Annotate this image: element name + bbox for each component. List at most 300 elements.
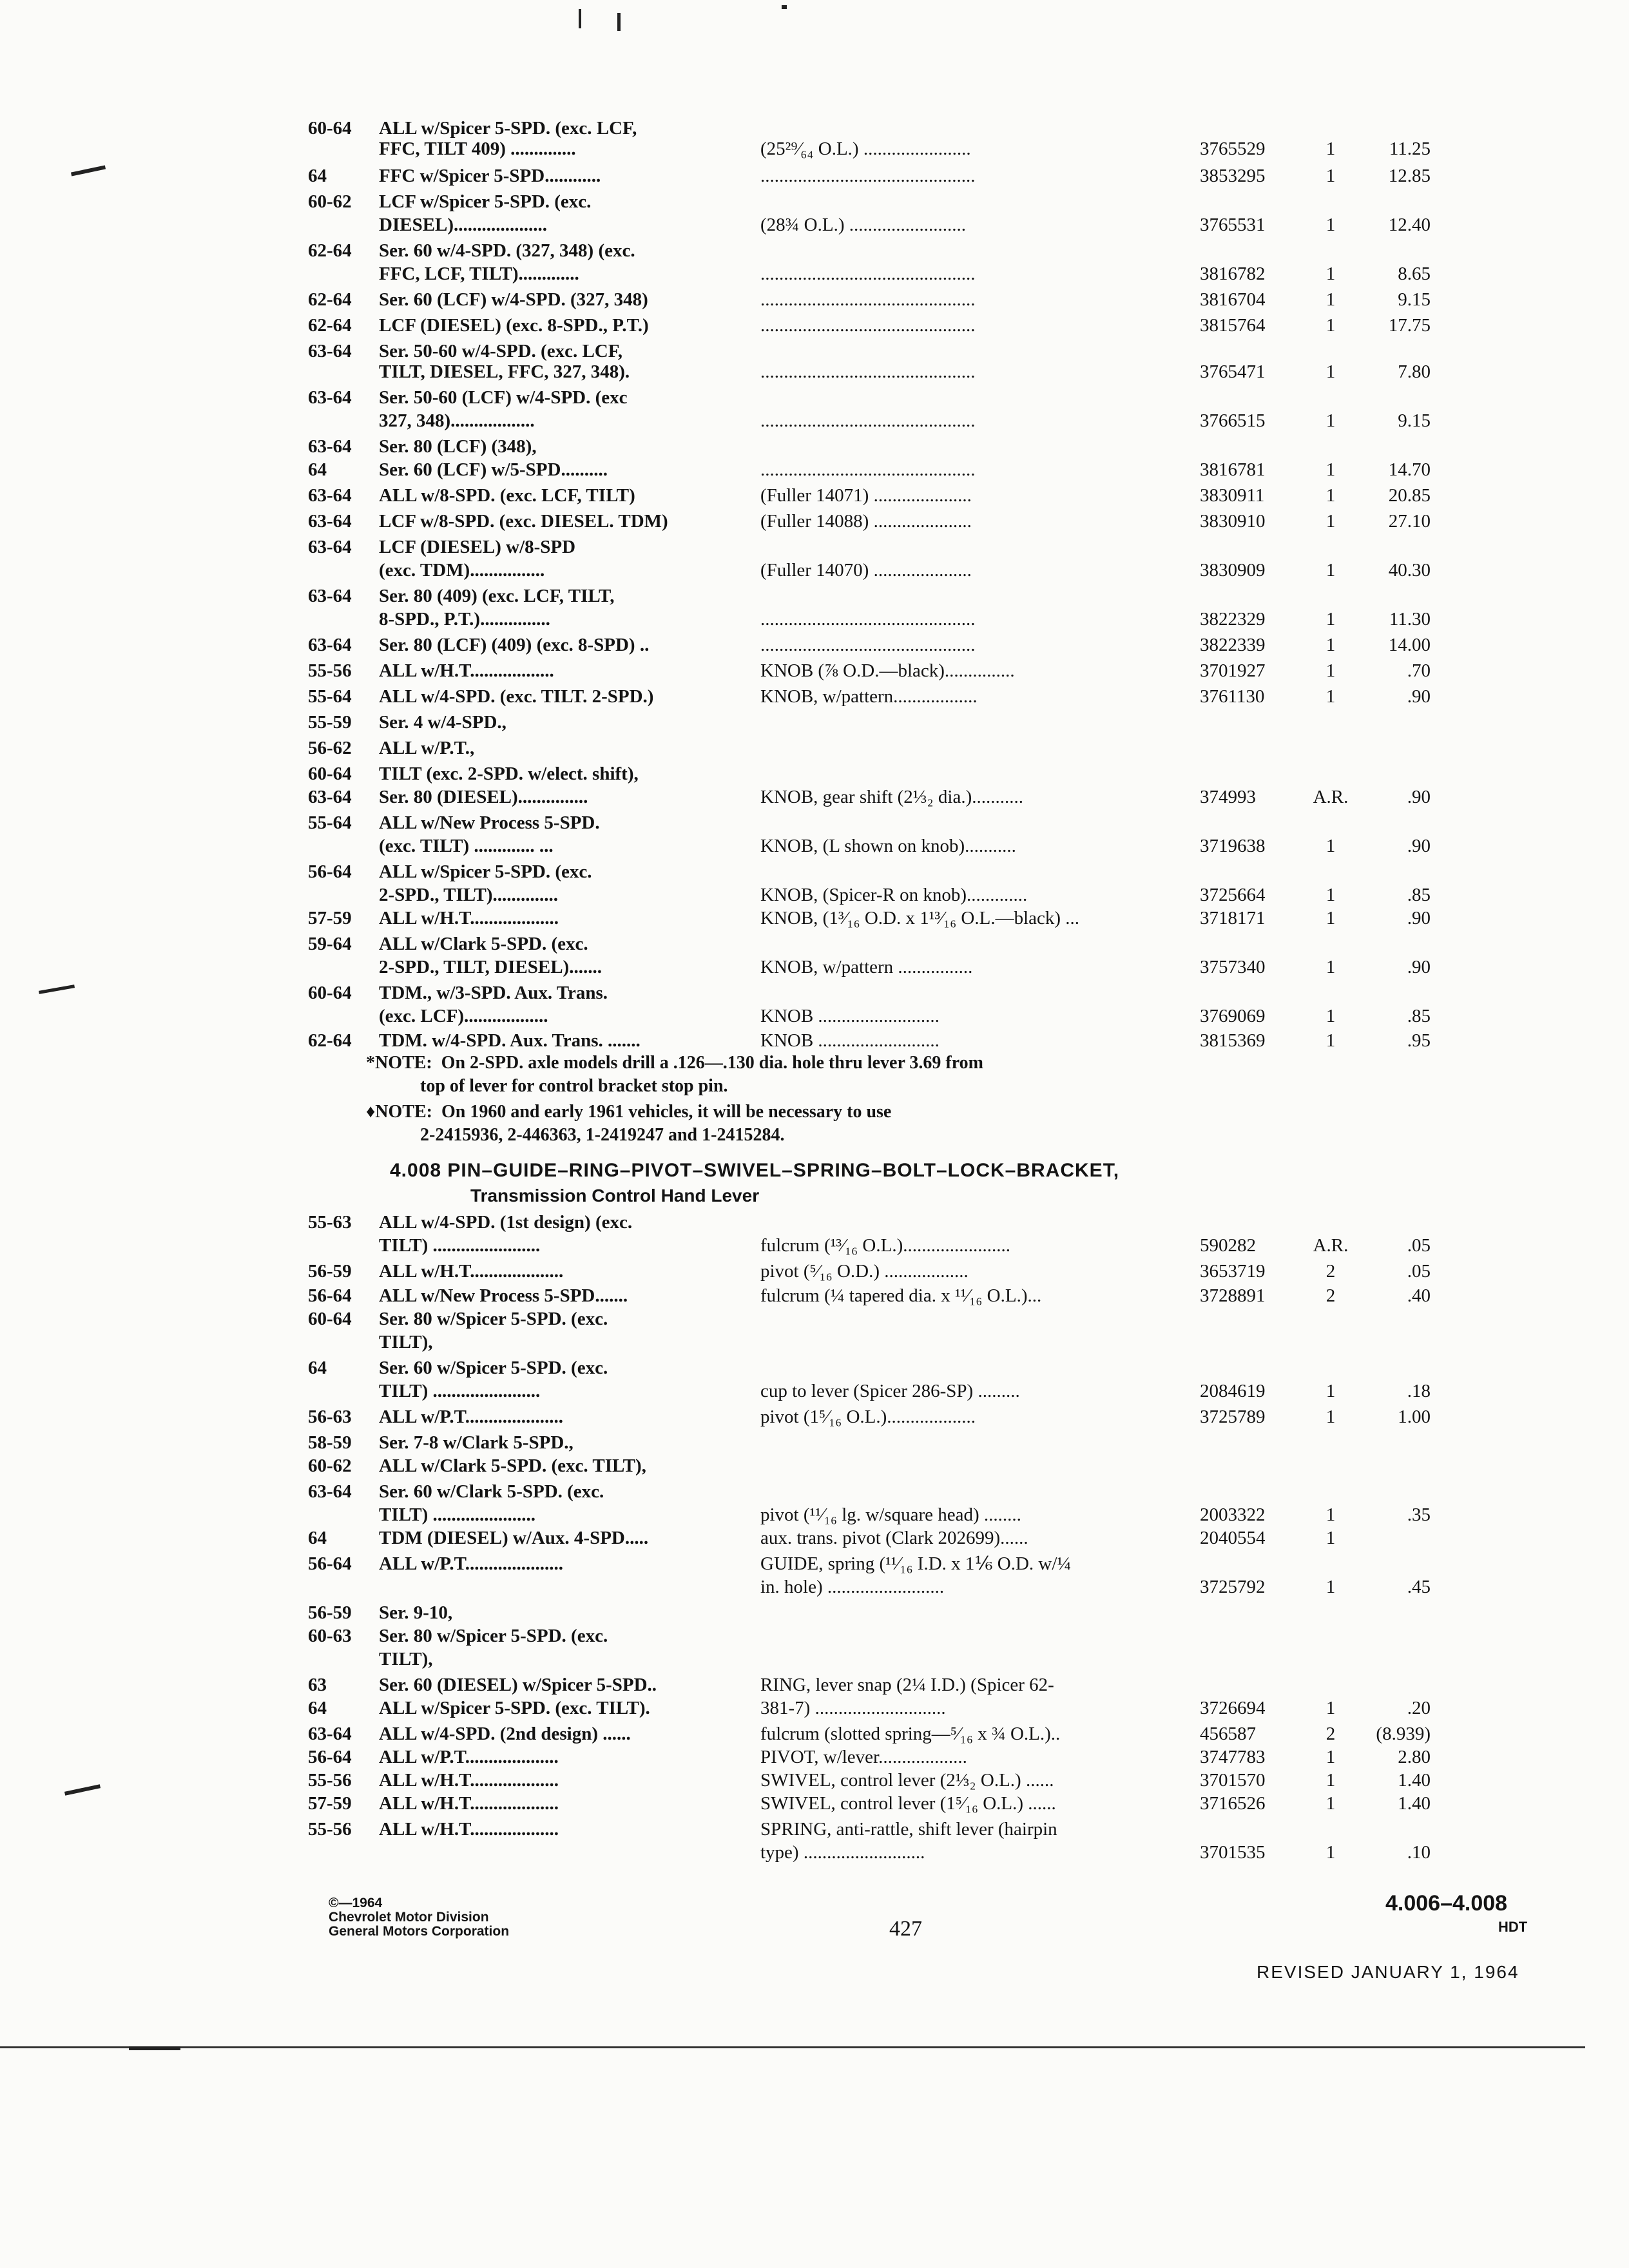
part-number: 3716526: [1200, 1793, 1266, 1814]
year-range: 64: [308, 1698, 327, 1718]
price: .40: [1407, 1285, 1431, 1306]
application: Ser. 60 w/Spicer 5-SPD. (exc.: [379, 1358, 608, 1378]
application: LCF w/Spicer 5-SPD. (exc.: [379, 191, 592, 212]
application: Ser. 60 (LCF) w/5-SPD..........: [379, 459, 608, 480]
application: ALL w/H.T...................: [379, 1770, 559, 1791]
price: 12.40: [1388, 215, 1431, 235]
year-range: 55-64: [308, 812, 352, 833]
section-subtitle: Transmission Control Hand Lever: [470, 1186, 760, 1206]
table-row: [0, 709, 1629, 736]
description: ..............................................: [760, 166, 976, 186]
year-range: 63-64: [308, 1481, 352, 1502]
part-number: 3769069: [1200, 1006, 1266, 1026]
part-number: 3830911: [1200, 485, 1265, 506]
part-number: 3718171: [1200, 908, 1266, 928]
price: 2.80: [1398, 1747, 1431, 1767]
year-range: 58-59: [308, 1432, 352, 1453]
part-number: 3816782: [1200, 264, 1266, 284]
year-range: 63-64: [308, 635, 352, 655]
part-number: 3701535: [1200, 1842, 1266, 1863]
table-row: [0, 211, 1629, 238]
application: Ser. 50-60 (LCF) w/4-SPD. (exc: [379, 387, 628, 408]
application: TDM., w/3-SPD. Aux. Trans.: [379, 983, 608, 1003]
quantity: 1: [1325, 410, 1336, 431]
quantity: 2: [1325, 1285, 1336, 1306]
part-number: 3822339: [1200, 635, 1266, 655]
application: TILT) .......................: [379, 1235, 541, 1256]
table-row: [0, 135, 1629, 162]
application: Ser. 60 (LCF) w/4-SPD. (327, 348): [379, 289, 648, 310]
quantity: 1: [1325, 1747, 1336, 1767]
quantity: 1: [1325, 139, 1336, 159]
part-number: 456587: [1200, 1724, 1256, 1744]
application: ALL w/Clark 5-SPD. (exc.: [379, 934, 588, 954]
quantity: 1: [1325, 1793, 1336, 1814]
quantity: 2: [1325, 1724, 1336, 1744]
price: .90: [1407, 836, 1431, 856]
table-row: [0, 657, 1629, 684]
year-range: 56-63: [308, 1407, 352, 1427]
part-number: 3765529: [1200, 139, 1266, 159]
table-row: [0, 954, 1629, 981]
application: LCF (DIESEL) (exc. 8-SPD., P.T.): [379, 315, 649, 336]
application: Ser. 4 w/4-SPD.,: [379, 712, 506, 733]
year-range: 63-64: [308, 586, 352, 606]
table-row: [0, 312, 1629, 339]
table-row: [0, 1646, 1629, 1673]
year-range: 56-64: [308, 861, 352, 882]
table-row: [0, 1790, 1629, 1817]
application: Ser. 80 (LCF) (348),: [379, 436, 537, 457]
description: ..............................................: [760, 264, 976, 284]
year-range: 56-62: [308, 738, 352, 758]
application: ALL w/H.T...................: [379, 1793, 559, 1814]
year-range: 56-64: [308, 1747, 352, 1767]
page-number: 427: [889, 1917, 922, 1941]
table-row: [0, 1232, 1629, 1259]
section-title: 4.008 PIN–GUIDE–RING–PIVOT–SWIVEL–SPRING–BOLT–LOCK–BRACKET,: [390, 1160, 1120, 1181]
description: SPRING, anti-rattle, shift lever (hairpin: [760, 1819, 1057, 1840]
part-number: 590282: [1200, 1235, 1256, 1256]
table-row: [0, 358, 1629, 385]
year-range: 60-64: [308, 983, 352, 1003]
part-number: 2003322: [1200, 1504, 1266, 1525]
year-range: 56-64: [308, 1553, 352, 1574]
part-number: 3816704: [1200, 289, 1266, 310]
year-range: 55-56: [308, 1819, 352, 1840]
note-line: *NOTE: On 2-SPD. axle models drill a .126—.130 dia. hole thru lever 3.69 from: [366, 1053, 983, 1073]
table-row: [0, 407, 1629, 434]
price: 1.00: [1398, 1407, 1431, 1427]
description: SWIVEL, control lever (2⅓₂ O.L.) ......: [760, 1770, 1054, 1791]
year-range: 63-64: [308, 436, 352, 457]
quantity: 1: [1325, 885, 1336, 905]
description: pivot (1⁵⁄₁₆ O.L.)...................: [760, 1407, 976, 1427]
application: ALL w/New Process 5-SPD.: [379, 812, 600, 833]
year-range: 62-64: [308, 289, 352, 310]
price: 11.30: [1389, 609, 1431, 629]
description: ..............................................: [760, 289, 976, 310]
quantity: 1: [1325, 485, 1336, 506]
price: .05: [1407, 1261, 1431, 1282]
description: (Fuller 14071) .....................: [760, 485, 972, 506]
price: .18: [1407, 1381, 1431, 1401]
table-row: [0, 286, 1629, 313]
description: ..............................................: [760, 361, 976, 382]
application: Ser. 80 (DIESEL)...............: [379, 787, 588, 807]
quantity: 1: [1325, 609, 1336, 629]
description: KNOB, w/pattern ................: [760, 957, 973, 977]
description: RING, lever snap (2¼ I.D.) (Spicer 62-: [760, 1675, 1054, 1695]
price: 40.30: [1388, 560, 1431, 581]
application: TILT),: [379, 1332, 433, 1352]
year-range: 55-63: [308, 1212, 352, 1233]
year-range: 62-64: [308, 315, 352, 336]
quantity: 1: [1325, 264, 1336, 284]
year-range: 60-64: [308, 118, 352, 139]
corporation: General Motors Corporation: [329, 1924, 510, 1939]
price: .85: [1407, 1006, 1431, 1026]
table-row: [0, 1403, 1629, 1430]
year-range: 63-64: [308, 1724, 352, 1744]
description: ..............................................: [760, 609, 976, 629]
year-range: 56-64: [308, 1285, 352, 1306]
year-range: 56-59: [308, 1602, 352, 1623]
application: Ser. 80 w/Spicer 5-SPD. (exc.: [379, 1309, 608, 1329]
description: in. hole) .........................: [760, 1577, 945, 1597]
scan-mark: [129, 2046, 180, 2050]
scan-mark: [579, 9, 581, 28]
price: 1.40: [1398, 1793, 1431, 1814]
application: Ser. 7-8 w/Clark 5-SPD.,: [379, 1432, 574, 1453]
year-range: 62-64: [308, 240, 352, 261]
application: ALL w/4-SPD. (2nd design) ......: [379, 1724, 631, 1744]
year-range: 60-62: [308, 191, 352, 212]
quantity: 1: [1325, 1030, 1336, 1051]
table-row: [0, 1452, 1629, 1479]
application: ALL w/P.T.,: [379, 738, 475, 758]
price: 12.85: [1388, 166, 1431, 186]
table-row: [0, 1258, 1629, 1285]
description: aux. trans. pivot (Clark 202699)......: [760, 1528, 1028, 1548]
part-number: 3761130: [1200, 686, 1265, 707]
description: KNOB, gear shift (2⅓₂ dia.)...........: [760, 787, 1023, 807]
year-range: 64: [308, 459, 327, 480]
table-row: [0, 508, 1629, 535]
part-number: 3725664: [1200, 885, 1266, 905]
revised-date: REVISED JANUARY 1, 1964: [1257, 1962, 1519, 1982]
year-range: 57-59: [308, 908, 352, 928]
application: Ser. 60 w/4-SPD. (327, 348) (exc.: [379, 240, 635, 261]
application: DIESEL)....................: [379, 215, 548, 235]
year-range: 63: [308, 1675, 327, 1695]
table-row: [0, 482, 1629, 509]
application: ALL w/8-SPD. (exc. LCF, TILT): [379, 485, 635, 506]
quantity: 1: [1325, 1528, 1336, 1548]
application: FFC, TILT 409) ..............: [379, 139, 576, 159]
year-range: 64: [308, 1358, 327, 1378]
description: PIVOT, w/lever...................: [760, 1747, 967, 1767]
application: 327, 348)..................: [379, 410, 535, 431]
application: 8-SPD., P.T.)...............: [379, 609, 550, 629]
application: ALL w/Spicer 5-SPD. (exc. TILT).: [379, 1698, 650, 1718]
year-range: 63-64: [308, 537, 352, 557]
table-row: [0, 456, 1629, 483]
year-range: 55-64: [308, 686, 352, 707]
description: (Fuller 14070) .....................: [760, 560, 972, 581]
part-number: 3815369: [1200, 1030, 1266, 1051]
description: (28¾ O.L.) .........................: [760, 215, 966, 235]
part-number: 3701570: [1200, 1770, 1266, 1791]
price: .85: [1407, 885, 1431, 905]
application: ALL w/Clark 5-SPD. (exc. TILT),: [379, 1456, 646, 1476]
description: pivot (¹¹⁄₁₆ lg. w/square head) ........: [760, 1504, 1021, 1525]
price: (8.939): [1376, 1724, 1431, 1744]
application: LCF (DIESEL) w/8-SPD: [379, 537, 576, 557]
description: KNOB, (1³⁄₁₆ O.D. x 1¹³⁄₁₆ O.L.—black) ...: [760, 908, 1080, 928]
quantity: 1: [1325, 215, 1336, 235]
part-number: 2040554: [1200, 1528, 1266, 1548]
note-line: top of lever for control bracket stop pin.: [366, 1076, 728, 1096]
table-row: [0, 162, 1629, 189]
application: TILT) .......................: [379, 1381, 541, 1401]
part-number: 374993: [1200, 787, 1256, 807]
application: TDM (DIESEL) w/Aux. 4-SPD.....: [379, 1528, 649, 1548]
description: KNOB, w/pattern..................: [760, 686, 978, 707]
price: .90: [1407, 957, 1431, 977]
application: Ser. 80 w/Spicer 5-SPD. (exc.: [379, 1626, 608, 1646]
note-line: 2-2415936, 2-446363, 1-2419247 and 1-2415284.: [366, 1125, 785, 1145]
description: KNOB, (Spicer-R on knob).............: [760, 885, 1028, 905]
table-row: [0, 1839, 1629, 1866]
quantity: 1: [1325, 635, 1336, 655]
description: fulcrum (¼ tapered dia. x ¹¹⁄₁₆ O.L.)...: [760, 1285, 1042, 1306]
year-range: 60-63: [308, 1626, 352, 1646]
application: 2-SPD., TILT, DIESEL).......: [379, 957, 602, 977]
year-range: 64: [308, 1528, 327, 1548]
price: 8.65: [1398, 264, 1431, 284]
quantity: 1: [1325, 166, 1336, 186]
part-number: 3765471: [1200, 361, 1266, 382]
quantity: 1: [1325, 1698, 1336, 1718]
price: .90: [1407, 908, 1431, 928]
price: .90: [1407, 686, 1431, 707]
year-range: 62-64: [308, 1030, 352, 1051]
quantity: 1: [1325, 908, 1336, 928]
application: ALL w/4-SPD. (1st design) (exc.: [379, 1212, 633, 1233]
price: .10: [1407, 1842, 1431, 1863]
price: 14.70: [1388, 459, 1431, 480]
quantity: 1: [1325, 511, 1336, 532]
application: ALL w/H.T...................: [379, 1819, 559, 1840]
table-row: [0, 1524, 1629, 1552]
application: ALL w/Spicer 5-SPD. (exc. LCF,: [379, 118, 637, 139]
quantity: 1: [1325, 361, 1336, 382]
application: ALL w/H.T...................: [379, 908, 559, 928]
quantity: A.R.: [1313, 787, 1349, 807]
division: Chevrolet Motor Division: [329, 1910, 489, 1925]
application: LCF w/8-SPD. (exc. DIESEL. TDM): [379, 511, 668, 532]
quantity: 1: [1325, 560, 1336, 581]
description: ..............................................: [760, 315, 976, 336]
part-number: 3653719: [1200, 1261, 1266, 1282]
table-row: [0, 260, 1629, 287]
part-number: 3853295: [1200, 166, 1266, 186]
application: Ser. 50-60 w/4-SPD. (exc. LCF,: [379, 341, 623, 361]
price: .35: [1407, 1504, 1431, 1525]
table-row: [0, 606, 1629, 633]
application: Ser. 60 w/Clark 5-SPD. (exc.: [379, 1481, 604, 1502]
quantity: 1: [1325, 1407, 1336, 1427]
price: 9.15: [1398, 289, 1431, 310]
description: ..............................................: [760, 410, 976, 431]
description: 381-7) ............................: [760, 1698, 946, 1718]
part-number: 3815764: [1200, 315, 1266, 336]
description: KNOB ..........................: [760, 1030, 940, 1051]
description: KNOB (⅞ O.D.—black)...............: [760, 660, 1015, 681]
application: TILT),: [379, 1649, 433, 1669]
year-range: 60-62: [308, 1456, 352, 1476]
part-number: 3830909: [1200, 560, 1266, 581]
description: KNOB, (L shown on knob)...........: [760, 836, 1016, 856]
price: 17.75: [1388, 315, 1431, 336]
hdt-label: HDT: [1498, 1919, 1528, 1935]
scan-mark: [0, 2046, 1585, 2048]
application: Ser. 60 (DIESEL) w/Spicer 5-SPD..: [379, 1675, 657, 1695]
price: .70: [1407, 660, 1431, 681]
quantity: 1: [1325, 957, 1336, 977]
part-number: 3719638: [1200, 836, 1266, 856]
price: .45: [1407, 1577, 1431, 1597]
application: TILT, DIESEL, FFC, 327, 348).: [379, 361, 630, 382]
application: ALL w/4-SPD. (exc. TILT. 2-SPD.): [379, 686, 654, 707]
scan-mark: [782, 5, 787, 9]
year-range: 63-64: [308, 485, 352, 506]
table-row: [0, 557, 1629, 584]
price: 11.25: [1389, 139, 1431, 159]
application: ALL w/H.T....................: [379, 1261, 564, 1282]
part-number: 3757340: [1200, 957, 1266, 977]
description: pivot (⁵⁄₁₆ O.D.) ..................: [760, 1261, 969, 1282]
description: type) ..........................: [760, 1842, 925, 1863]
table-row: [0, 1695, 1629, 1722]
application: Ser. 80 (409) (exc. LCF, TILT,: [379, 586, 615, 606]
part-number: 2084619: [1200, 1381, 1266, 1401]
description: ..............................................: [760, 459, 976, 480]
application: ALL w/New Process 5-SPD.......: [379, 1285, 628, 1306]
year-range: 55-56: [308, 1770, 352, 1791]
year-range: 60-64: [308, 764, 352, 784]
table-row: [0, 832, 1629, 860]
price: 14.00: [1388, 635, 1431, 655]
application: ALL w/Spicer 5-SPD. (exc.: [379, 861, 592, 882]
part-number: 3728891: [1200, 1285, 1266, 1306]
quantity: 1: [1325, 1577, 1336, 1597]
table-row: [0, 783, 1629, 811]
quantity: 1: [1325, 1006, 1336, 1026]
quantity: 1: [1325, 1504, 1336, 1525]
application: 2-SPD., TILT)..............: [379, 885, 558, 905]
description: SWIVEL, control lever (1⁵⁄₁₆ O.L.) ......: [760, 1793, 1056, 1814]
quantity: 1: [1325, 315, 1336, 336]
part-number: 3822329: [1200, 609, 1266, 629]
year-range: 60-64: [308, 1309, 352, 1329]
year-range: 63-64: [308, 387, 352, 408]
application: ALL w/P.T....................: [379, 1747, 559, 1767]
price: .20: [1407, 1698, 1431, 1718]
description: ..............................................: [760, 635, 976, 655]
year-range: 64: [308, 166, 327, 186]
part-number: 3726694: [1200, 1698, 1266, 1718]
description: (25²⁹⁄₆₄ O.L.) .......................: [760, 139, 971, 159]
table-row: [0, 735, 1629, 762]
application: (exc. TDM)................: [379, 560, 545, 581]
year-range: 55-59: [308, 712, 352, 733]
scan-mark: [617, 13, 621, 31]
quantity: 1: [1325, 459, 1336, 480]
application: FFC w/Spicer 5-SPD............: [379, 166, 601, 186]
section-range: 4.006–4.008: [1385, 1891, 1508, 1916]
part-number: 3766515: [1200, 410, 1266, 431]
quantity: 1: [1325, 1381, 1336, 1401]
application: ALL w/P.T.....................: [379, 1407, 564, 1427]
note-line: ♦NOTE: On 1960 and early 1961 vehicles, it will be necessary to use: [366, 1102, 892, 1122]
year-range: 63-64: [308, 511, 352, 532]
table-row: [0, 1329, 1629, 1356]
year-range: 63-64: [308, 341, 352, 361]
application: ALL w/P.T.....................: [379, 1553, 564, 1574]
description: KNOB ..........................: [760, 1006, 940, 1026]
application: TILT (exc. 2-SPD. w/elect. shift),: [379, 764, 639, 784]
price: .05: [1407, 1235, 1431, 1256]
part-number: 3725789: [1200, 1407, 1266, 1427]
description: fulcrum (slotted spring—⁵⁄₁₆ x ¾ O.L.)..: [760, 1724, 1061, 1744]
table-row: [0, 905, 1629, 932]
application: (exc. LCF)..................: [379, 1006, 548, 1026]
year-range: 63-64: [308, 787, 352, 807]
table-row: [0, 631, 1629, 658]
part-number: 3747783: [1200, 1747, 1266, 1767]
application: Ser. 9-10,: [379, 1602, 453, 1623]
year-range: 59-64: [308, 934, 352, 954]
year-range: 55-56: [308, 660, 352, 681]
price: 27.10: [1388, 511, 1431, 532]
publisher-block: [329, 1896, 509, 1939]
copyright: ©—1964: [329, 1896, 383, 1910]
year-range: 57-59: [308, 1793, 352, 1814]
quantity: 1: [1325, 836, 1336, 856]
quantity: 1: [1325, 1770, 1336, 1791]
application: TDM. w/4-SPD. Aux. Trans. .......: [379, 1030, 641, 1051]
description: cup to lever (Spicer 286-SP) .........: [760, 1381, 1020, 1401]
price: 20.85: [1388, 485, 1431, 506]
price: 7.80: [1398, 361, 1431, 382]
quantity: 1: [1325, 1842, 1336, 1863]
price: .90: [1407, 787, 1431, 807]
price: .95: [1407, 1030, 1431, 1051]
part-number: 3816781: [1200, 459, 1266, 480]
application: (exc. TILT) ............. ...: [379, 836, 554, 856]
application: FFC, LCF, TILT).............: [379, 264, 579, 284]
part-number: 3765531: [1200, 215, 1266, 235]
description: GUIDE, spring (¹¹⁄₁₆ I.D. x 1⅙ O.D. w/¼: [760, 1553, 1072, 1574]
part-number: 3725792: [1200, 1577, 1266, 1597]
price: 9.15: [1398, 410, 1431, 431]
price: 1.40: [1398, 1770, 1431, 1791]
quantity: 1: [1325, 289, 1336, 310]
quantity: 2: [1325, 1261, 1336, 1282]
quantity: 1: [1325, 660, 1336, 681]
